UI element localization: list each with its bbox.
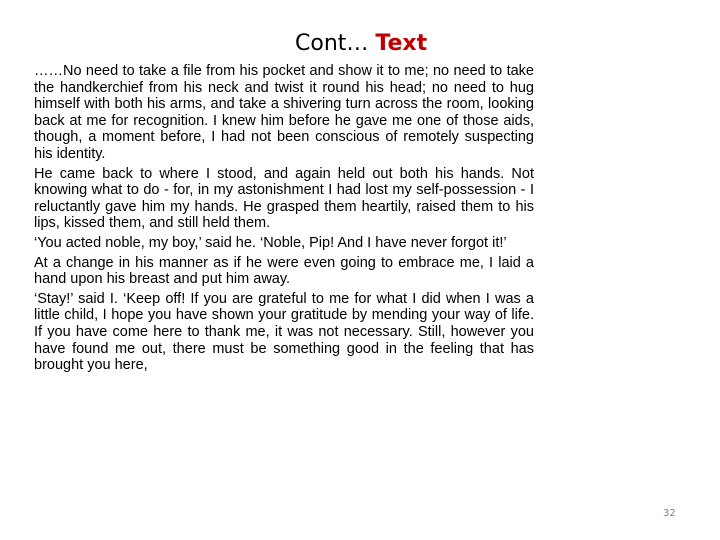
body-text bbox=[34, 63, 534, 377]
slide-title bbox=[295, 28, 427, 60]
paragraph-noble-pip: ‘You acted noble, my boy,’ said he. ‘Noble, Pip! And I have never forgot it!’ bbox=[34, 234, 507, 251]
slide-title-highlight: Text bbox=[375, 31, 428, 56]
paragraph-stay: ‘Stay!’ said I. ‘Keep off! If you are grateful to me for what I did when I was a little child, I hope you have shown your gratitude by mending your way of life. If you have come here to thank me, it was not necessary. Still, however you have found me out, there must be something good in the feeling that has brought you here, bbox=[34, 290, 534, 374]
paragraph-hands: He came back to where I stood, and again held out both his hands. Not knowing what to do - for, in my astonishment I had lost my self-possession - I reluctantly gave him my hands. He grasped them heartily, raised them to his lips, kissed them, and still held them. bbox=[34, 165, 534, 232]
paragraph-embrace: At a change in his manner as if he were even going to embrace me, I laid a hand upon his breast and put him away. bbox=[34, 254, 534, 288]
paragraph-recognition: ……No need to take a file from his pocket and show it to me; no need to take the handkerchief from his neck and twist it round his head; no need to hug himself with both his arms, and take a shivering turn across the room, looking back at me for recognition. I knew him before he gave me one of those aids, though, a moment before, I had not been conscious of remotely suspecting his identity. bbox=[34, 63, 534, 162]
page-number: 32 bbox=[663, 508, 676, 519]
slide-title-prefix: Cont… bbox=[295, 31, 376, 56]
